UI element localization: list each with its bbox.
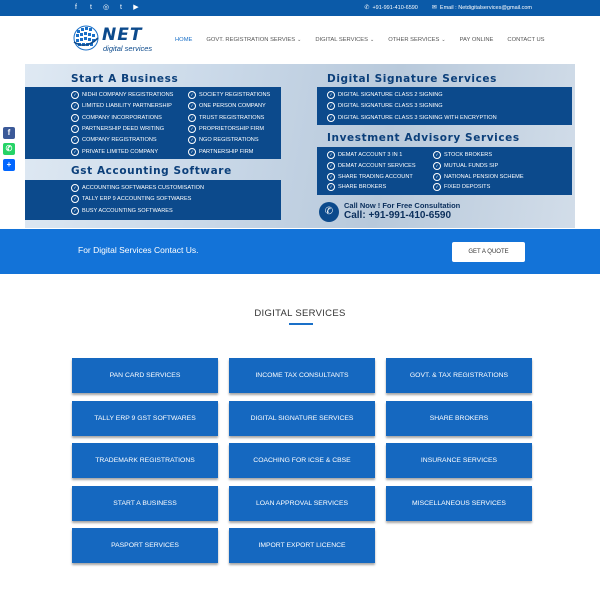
nav-item-govt-registration-servies[interactable] [199, 35, 308, 45]
service-list-item: ✓ BUSY ACCOUNTING SOFTWARES [71, 207, 173, 215]
facebook-share-icon[interactable]: f [3, 127, 15, 139]
top-email-text: Email : Netdigitalservices@gmail.com [439, 5, 532, 11]
service-list-item: ✓ PROPRIETORSHIP FIRM [188, 125, 264, 133]
service-list-item: ✓ TRUST REGISTRATIONS [188, 114, 264, 122]
youtube-icon[interactable]: ▶ [133, 4, 139, 11]
nav-item-label: DIGITAL SERVICES [315, 37, 369, 43]
nav-item-label: CONTACT US [507, 37, 545, 43]
service-list-item: ✓ COMPANY REGISTRATIONS [71, 136, 157, 144]
service-list-item: ✓ SHARE TRADING ACCOUNT [327, 173, 413, 181]
start-business-panel [25, 87, 281, 159]
chevron-down-icon: ⌄ [370, 37, 375, 43]
service-list-item: ✓ PRIVATE LIMITED COMPANY [71, 148, 158, 156]
service-list-item: ✓ PARTNERSHIP FIRM [188, 148, 253, 156]
logo-tagline: digital services [103, 44, 153, 53]
service-list-item: ✓ ONE PERSON COMPANY [188, 102, 266, 110]
investment-panel [317, 147, 572, 195]
nav-item-home[interactable] [168, 35, 199, 45]
service-card-income-tax-consultants[interactable]: INCOME TAX CONSULTANTS [229, 358, 375, 393]
share-sidebar [3, 127, 16, 175]
service-card-coaching-for-icse-cbse[interactable]: COACHING FOR ICSE & CBSE [229, 443, 375, 478]
services-heading: DIGITAL SERVICES [254, 308, 346, 319]
cta-text: For Digital Services Contact Us. [78, 245, 199, 255]
service-card-tally-erp-9-gst-softwares[interactable]: TALLY ERP 9 GST SOFTWARES [72, 401, 218, 436]
gst-heading: Gst Accounting Software [71, 165, 232, 177]
service-list-item: ✓ DIGITAL SIGNATURE CLASS 3 SIGNING [327, 102, 443, 110]
contact-cta-strip [0, 229, 600, 274]
twitter-icon[interactable]: t [90, 4, 92, 11]
chevron-down-icon: ⌄ [297, 37, 302, 43]
nav-item-digital-services[interactable] [308, 35, 381, 45]
phone-icon: ✆ [364, 5, 370, 11]
service-list-item: ✓ TALLY ERP 9 ACCOUNTING SOFTWARES [71, 195, 191, 203]
service-list-item: ✓ NGO REGISTRATIONS [188, 136, 259, 144]
digital-signature-heading: Digital Signature Services [327, 73, 497, 85]
service-list-item: ✓ DEMAT ACCOUNT SERVICES [327, 162, 416, 170]
globe-logo-icon [72, 24, 100, 52]
nav-item-pay-online[interactable] [453, 35, 501, 45]
service-list-item: ✓ STOCK BROKERS [433, 151, 492, 159]
service-card-govt-tax-registrations[interactable]: GOVT. & TAX REGISTRATIONS [386, 358, 532, 393]
hero-banner [25, 64, 575, 228]
facebook-icon[interactable]: f [75, 4, 77, 11]
nav-item-label: GOVT. REGISTRATION SERVIES [206, 37, 296, 43]
service-list-item: ✓ MUTUAL FUNDS SIP [433, 162, 498, 170]
call-number-text: Call: +91-991-410-6590 [344, 210, 452, 221]
service-list-item: ✓ DIGITAL SIGNATURE CLASS 2 SIGNING [327, 91, 443, 99]
service-list-item: ✓ ACCOUNTING SOFTWARES CUSTOMISATION [71, 184, 204, 192]
service-card-import-export-licence[interactable]: IMPORT EXPORT LICENCE [229, 528, 375, 563]
service-list-item: ✓ SOCIETY REGISTRATIONS [188, 91, 270, 99]
service-list-item: ✓ DIGITAL SIGNATURE CLASS 3 SIGNING WITH ENCRYPTION [327, 114, 497, 122]
service-card-start-a-business[interactable]: START A BUSINESS [72, 486, 218, 521]
digital-signature-panel [317, 87, 572, 125]
top-bar [0, 0, 600, 16]
top-phone-text: +91-991-410-6590 [372, 5, 418, 11]
top-contact [364, 3, 532, 13]
service-card-share-brokers[interactable]: SHARE BROKERS [386, 401, 532, 436]
nav-item-label: HOME [175, 37, 193, 43]
nav-item-label: OTHER SERVICES [388, 37, 440, 43]
top-phone[interactable] [364, 3, 417, 13]
nav-item-other-services[interactable] [381, 35, 452, 45]
whatsapp-share-icon[interactable]: ✆ [3, 143, 15, 155]
heading-underline [289, 323, 313, 325]
get-a-quote-button[interactable]: GET A QUOTE [452, 242, 525, 262]
site-logo[interactable] [72, 24, 164, 54]
phone-call-icon: ✆ [319, 202, 339, 222]
service-card-pasport-services[interactable]: PASPORT SERVICES [72, 528, 218, 563]
service-list-item: ✓ SHARE BROKERS [327, 183, 386, 191]
gst-panel [25, 180, 281, 220]
site-header [0, 16, 600, 62]
service-list-item: ✓ NATIONAL PENSION SCHEME [433, 173, 524, 181]
top-email[interactable] [432, 3, 532, 13]
service-list-item: ✓ LIMITED LIABILITY PARTNERSHIP [71, 102, 172, 110]
nav-item-label: PAY ONLINE [459, 37, 494, 43]
logo-wordmark: NET [102, 25, 143, 45]
social-links [72, 3, 140, 13]
investment-heading: Investment Advisory Services [327, 132, 520, 144]
call-now-text: Call Now ! For Free Consultation [344, 201, 461, 210]
service-card-insurance-services[interactable]: INSURANCE SERVICES [386, 443, 532, 478]
service-card-trademark-registrations[interactable]: TRADEMARK REGISTRATIONS [72, 443, 218, 478]
nav-item-contact-us[interactable] [500, 35, 551, 45]
service-list-item: ✓ COMPANY INCORPORATIONS [71, 114, 162, 122]
service-card-digital-signature-services[interactable]: DIGITAL SIGNATURE SERVICES [229, 401, 375, 436]
service-card-pan-card-services[interactable]: PAN CARD SERVICES [72, 358, 218, 393]
service-list-item: ✓ DEMAT ACCOUNT 3 IN 1 [327, 151, 402, 159]
instagram-icon[interactable]: ◎ [102, 4, 110, 11]
start-business-heading: Start A Business [71, 73, 179, 85]
service-list-item: ✓ PARTNERSHIP DEED WRITING [71, 125, 164, 133]
addtoany-share-icon[interactable]: + [3, 159, 15, 171]
service-list-item: ✓ FIXED DEPOSITS [433, 183, 490, 191]
main-nav [168, 35, 552, 45]
mail-icon: ✉ [431, 5, 437, 11]
service-card-miscellaneous-services[interactable]: MISCELLANEOUS SERVICES [386, 486, 532, 521]
service-list-item: ✓ NIDHI COMPANY REGISTRATIONS [71, 91, 173, 99]
service-card-loan-approval-services[interactable]: LOAN APPROVAL SERVICES [229, 486, 375, 521]
tumblr-icon[interactable]: t [120, 4, 122, 11]
chevron-down-icon: ⌄ [441, 37, 446, 43]
